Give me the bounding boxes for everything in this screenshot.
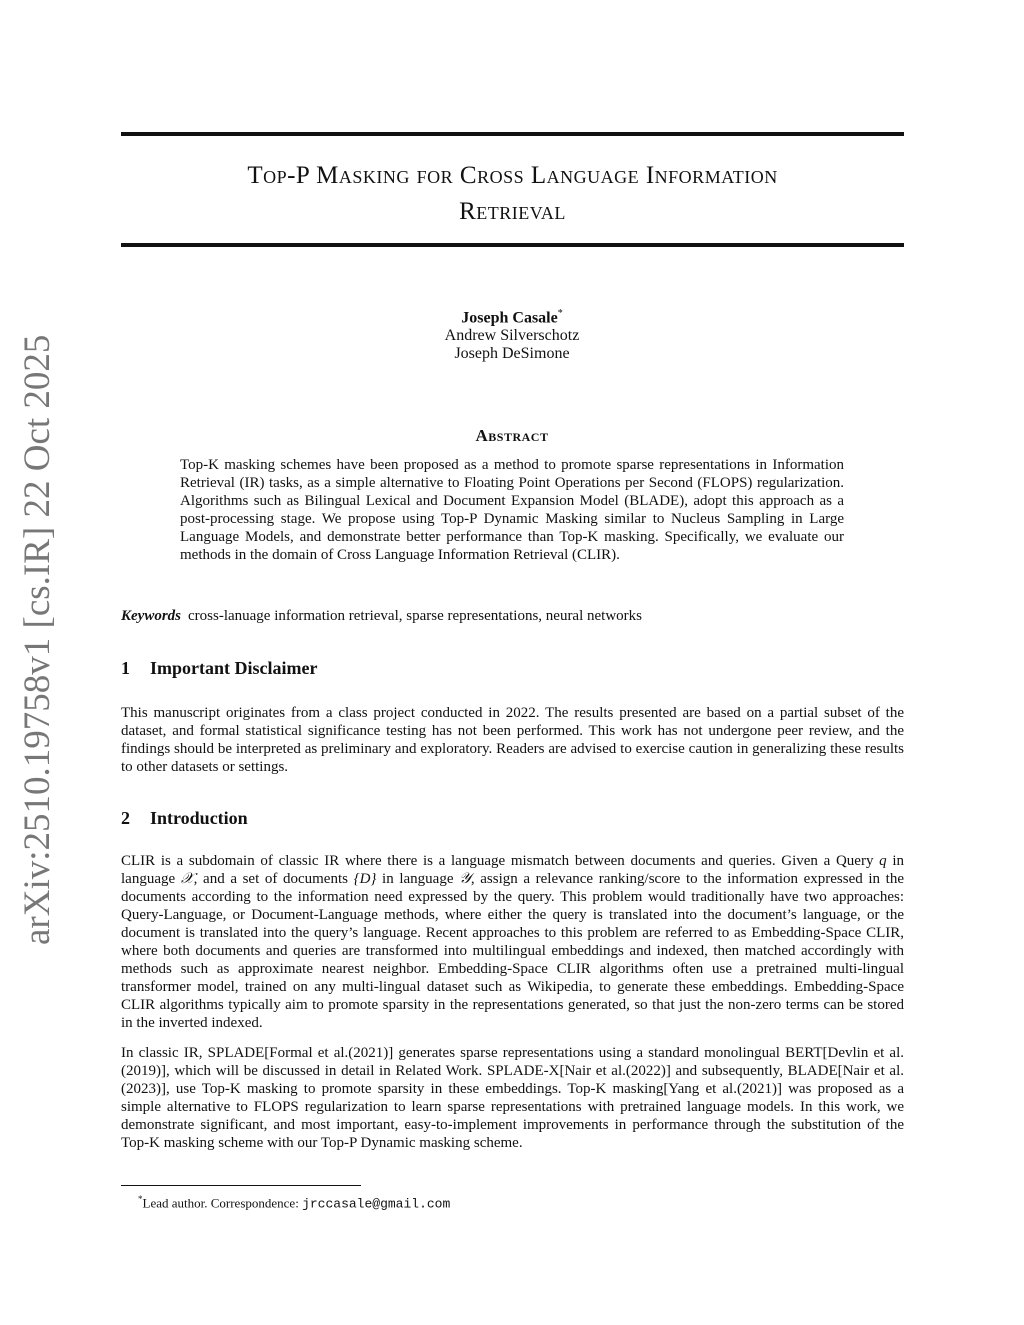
introduction-paragraph-1 — [121, 852, 904, 1032]
section-title: Important Disclaimer — [150, 658, 318, 678]
text-run: CLIR is a subdomain of classic IR where there is a language mismatch between documents and queries. Given a Query — [121, 853, 880, 869]
text-run: , assign a relevance ranking/score to the information expressed in the documents according to the information need expressed by the query. This problem would traditionally have two approaches: Query-Language, or Document-Language methods, where either the query is translated into the document’s language, or the document is translated into the query’s language. Recent approaches to this problem are referred to as Embedding-Space CLIR, where both documents and queries are transformed into multilingual embeddings and indexed, then matched accordingly with methods such as approximate nearest neighbor. Embedding-Space CLIR algorithms often use a pretrained multi-lingual transformer model, trained on any multi-lingual dataset such as Wikipedia, to generate these embeddings. Embedding-Space CLIR algorithms typically aim to promote sparsity in the representations generated, so that just the non-zero terms can be stored in the inverted indexed. — [121, 871, 904, 1031]
keywords — [121, 607, 904, 625]
abstract-heading: Abstract — [475, 426, 549, 445]
disclaimer-paragraph: This manuscript originates from a class project conducted in 2022. The results presented are based on a partial subset of the dataset, and formal statistical significance testing has not been performed. This work has not undergone peer review, and the findings should be interpreted as preliminary and exploratory. Readers are advised to exercise caution in generalizing these results to other datasets or settings. — [121, 705, 904, 775]
section-number: 1 — [121, 658, 130, 678]
introduction-paragraph-2: In classic IR, SPLADE[Formal et al.(2021)] generates sparse representations using a standard monolingual BERT[Devlin et al.(2019)], which will be discussed in detail in Related Work. SPLADE-X[Nair et al.(2022)] and subsequently, BLADE[Nair et al.(2023)], use Top-K masking to promote sparsity in these embeddings. Top-K masking[Yang et al.(2021)] was proposed as a simple alternative to FLOPS regularization to learn sparse representations with pretrained language models. In this work, we demonstrate significant, and most important, easy-to-implement improvements in performance through the substitution of the Top-K masking scheme with our Top-P Dynamic masking scheme. — [121, 1045, 904, 1151]
section-title: Introduction — [150, 808, 248, 828]
math-document-set: {D} — [353, 871, 377, 887]
math-query: q — [879, 853, 887, 869]
second-author: Andrew Silverschotz — [444, 327, 580, 345]
text-run: in language — [121, 853, 904, 887]
arxiv-identifier: arXiv:2510.19758v1 [cs.IR] 22 Oct 2025 — [17, 334, 58, 945]
math-language-x: 𝒳 — [180, 871, 194, 887]
lead-author-name: Joseph Casale — [461, 309, 558, 327]
section-heading-disclaimer — [121, 658, 317, 679]
keywords-label: Keywords — [121, 608, 181, 624]
title-line-1: Top-P Masking for Cross Language Information — [247, 162, 778, 189]
footnote-mark: * — [138, 1194, 143, 1204]
title-rule-top — [121, 132, 904, 136]
third-author: Joseph DeSimone — [454, 345, 570, 363]
text-run: , and a set of documents — [193, 871, 354, 887]
paper-title — [121, 158, 904, 230]
footnote-rule — [121, 1185, 361, 1186]
section-number: 2 — [121, 808, 130, 828]
keywords-text: cross-lanuage information retrieval, sparse representations, neural networks — [188, 608, 642, 624]
title-rule-bottom — [121, 243, 904, 247]
section-heading-introduction — [121, 808, 248, 829]
title-line-2: Retrieval — [459, 198, 566, 225]
math-language-y: 𝒴 — [459, 871, 471, 887]
footnote-text: Lead author. Correspondence: — [142, 1195, 303, 1211]
footnote-email: jrccasale@gmail.com — [302, 1196, 451, 1212]
abstract-text: Top-K masking schemes have been proposed as a method to promote sparse representations in Information Retrieval (IR) tasks, as a simple alternative to Floating Point Operations per Second (FLOPS) regularization. Algorithms such as Bilingual Lexical and Document Expansion Model (BLADE), adopt this approach as a post-processing stage. We propose using Top-P Dynamic Masking similar to Nucleus Sampling in Large Language Models, and demonstrate better performance than Top-K masking. Specifically, we evaluate our methods in the domain of Cross Language Information Retrieval (CLIR). — [180, 457, 844, 563]
lead-author — [0, 305, 1024, 327]
lead-author-footnote-mark: * — [557, 308, 563, 319]
footnote — [138, 1191, 450, 1212]
author-block — [0, 305, 1024, 363]
text-run: in language — [376, 871, 460, 887]
